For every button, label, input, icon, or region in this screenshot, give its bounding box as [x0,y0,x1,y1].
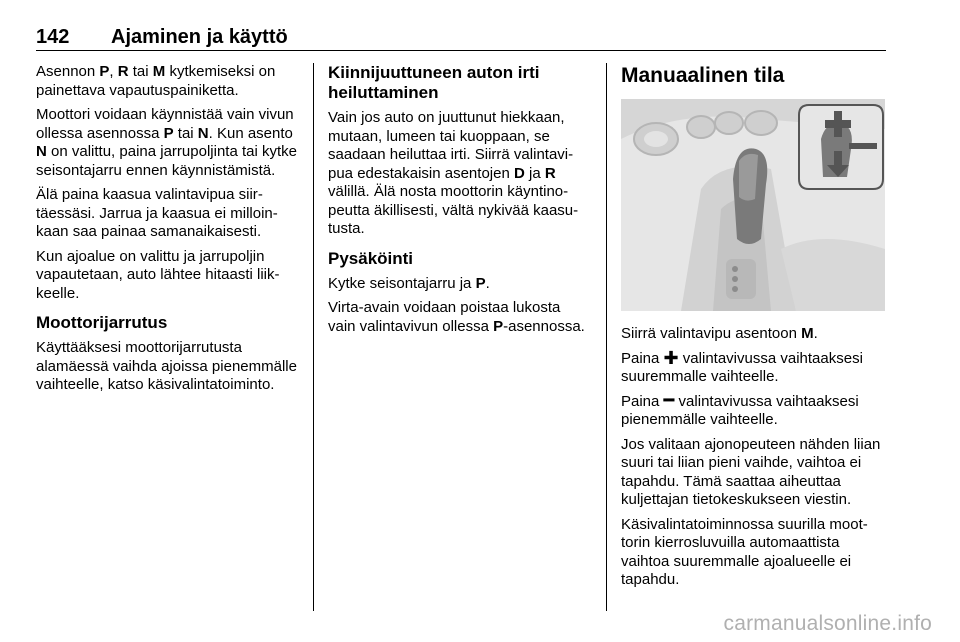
paragraph: Asennon P, R tai M kytkemiseksi on painettava vapautuspainiketta. [36,63,276,99]
paragraph: Kun ajoalue on valittu ja jarrupoljin vapautetaan, auto lähtee hitaasti liikkeelle. [36,247,280,302]
paragraph: Käsivalintatoiminnossa suurilla moottorin kierrosluvuilla automaattista vaihtoa suuremmalle ajoalueelle ei tapahdu. [621,515,868,588]
paragraph: Kytke seisontajarru ja P. [328,274,490,292]
section-heading: Kiinnijuuttuneen auton irti heiluttaminen [328,63,540,102]
paragraph: Paina ✚ valintavivussa vaihtaaksesi suuremmalle vaihteelle. [621,347,863,385]
column-left [36,63,298,401]
chapter-title: Ajaminen ja käyttö [111,26,288,48]
paragraph: Vain jos auto on juuttunut hiekkaan, mutaan, lumeen tai kuoppaan, se saadaan heiluttaa irti. Siirrä valintavipua edestakaisin asentojen D ja R välillä. Älä nosta moottorin käyntinopeutta äkillisesti, vältä nykivää kaasutusta. [328,109,579,237]
paragraph: Älä paina kaasua valintavipua siirtäessäsi. Jarrua ja kaasua ei milloinkaan saa painaa samanaikaisesti. [36,186,278,240]
paragraph: Virta-avain voidaan poistaa lukosta vain valintavivun ollessa P-asennossa. [328,299,585,335]
gear-selector-drawing [621,99,885,311]
paragraph: Käyttääksesi moottorijarrutusta alamäessä vaihda ajoissa pienemmälle vaihteelle, katso käsivalintatoiminto. [36,339,297,393]
minus-icon: ━ [663,389,675,410]
section-heading: Pysäköinti [328,248,414,268]
column-divider [313,63,314,611]
page-number: 142 [36,26,70,48]
section-title: Manuaalinen tila [621,64,785,87]
column-right [621,63,887,596]
plus-icon: ✚ [663,347,679,368]
paragraph: Moottori voidaan käynnistää vain vivun ollessa asennossa P tai N. Kun asento N on valittu, paina jarrupoljinta tai kytke seisontajarru ennen käynnistämistä. [36,106,297,179]
watermark: carmanualsonline.info [723,612,932,635]
column-middle [328,63,592,342]
column-divider [606,63,607,611]
paragraph: Siirrä valintavipu asentoon M. [621,325,818,342]
section-heading: Moottorijarrutus [36,313,168,332]
paragraph: Jos valitaan ajonopeuteen nähden liian suuri tai liian pieni vaihde, vaihtoa ei tapahdu. Tämä saattaa aiheuttaa kuljettajan tietokeskukseen viestin. [621,435,881,508]
page-header [36,26,886,51]
gear-selector-illustration [621,99,885,311]
paragraph: Paina ━ valintavivussa vaihtaaksesi pienemmälle vaihteelle. [621,389,859,428]
